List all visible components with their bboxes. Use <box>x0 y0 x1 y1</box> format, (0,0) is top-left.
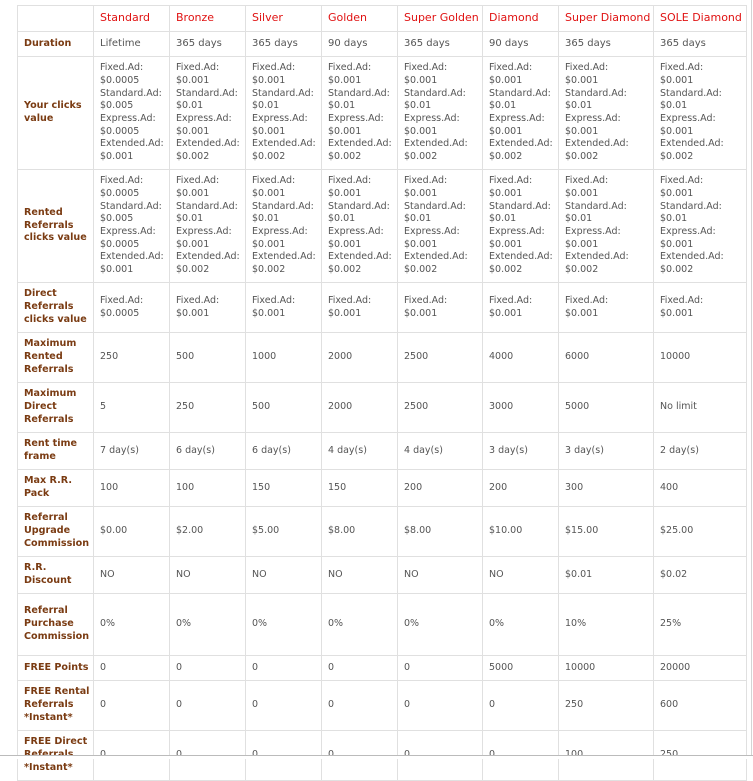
row-label-your-clicks-value: Your clicks value <box>18 57 94 170</box>
row-free-points <box>18 656 747 681</box>
cell-direct-referrals-clicks-value-sole-diamond: Fixed.Ad: $0.001 <box>654 283 747 333</box>
plan-header-diamond: Diamond <box>483 6 559 32</box>
cell-max-rr-pack-super-diamond: 300 <box>559 470 654 507</box>
cell-rent-time-frame-golden: 4 day(s) <box>322 433 398 470</box>
row-label-rent-time-frame: Rent time frame <box>18 433 94 470</box>
cell-referral-upgrade-commission-super-golden: $8.00 <box>398 507 483 557</box>
cell-referral-purchase-commission-sole-diamond: 25% <box>654 594 747 656</box>
cell-duration-standard: Lifetime <box>94 32 170 57</box>
cell-rr-discount-standard: NO <box>94 557 170 594</box>
cell-max-rr-pack-golden: 150 <box>322 470 398 507</box>
row-rented-referrals-clicks-value <box>18 170 747 283</box>
row-label-referral-upgrade-commission: Referral Upgrade Commission <box>18 507 94 557</box>
cell-free-rental-referrals-standard: 0 <box>94 681 170 731</box>
cell-max-rr-pack-standard: 100 <box>94 470 170 507</box>
header-corner-cell <box>18 6 94 32</box>
row-rr-discount <box>18 557 747 594</box>
row-label-rr-discount: R.R. Discount <box>18 557 94 594</box>
cell-referral-purchase-commission-silver: 0% <box>246 594 322 656</box>
cell-referral-upgrade-commission-sole-diamond: $25.00 <box>654 507 747 557</box>
cell-free-rental-referrals-silver: 0 <box>246 681 322 731</box>
plan-header-super-diamond: Super Diamond <box>559 6 654 32</box>
cell-maximum-direct-referrals-sole-diamond: No limit <box>654 383 747 433</box>
row-label-max-rr-pack: Max R.R. Pack <box>18 470 94 507</box>
cell-max-rr-pack-sole-diamond: 400 <box>654 470 747 507</box>
cell-duration-silver: 365 days <box>246 32 322 57</box>
cell-max-rr-pack-diamond: 200 <box>483 470 559 507</box>
row-label-referral-purchase-commission: Referral Purchase Commission <box>18 594 94 656</box>
cell-rented-referrals-clicks-value-standard: Fixed.Ad: $0.0005 Standard.Ad: $0.005 Express.Ad: $0.0005 Extended.Ad: $0.001 <box>94 170 170 283</box>
cell-maximum-rented-referrals-silver: 1000 <box>246 333 322 383</box>
plan-header-super-golden: Super Golden <box>398 6 483 32</box>
cell-maximum-direct-referrals-standard: 5 <box>94 383 170 433</box>
cell-rr-discount-bronze: NO <box>170 557 246 594</box>
cell-rented-referrals-clicks-value-silver: Fixed.Ad: $0.001 Standard.Ad: $0.01 Express.Ad: $0.001 Extended.Ad: $0.002 <box>246 170 322 283</box>
cell-rr-discount-diamond: NO <box>483 557 559 594</box>
cell-rented-referrals-clicks-value-golden: Fixed.Ad: $0.001 Standard.Ad: $0.01 Express.Ad: $0.001 Extended.Ad: $0.002 <box>322 170 398 283</box>
cell-rented-referrals-clicks-value-super-diamond: Fixed.Ad: $0.001 Standard.Ad: $0.01 Express.Ad: $0.001 Extended.Ad: $0.002 <box>559 170 654 283</box>
cell-your-clicks-value-sole-diamond: Fixed.Ad: $0.001 Standard.Ad: $0.01 Express.Ad: $0.001 Extended.Ad: $0.002 <box>654 57 747 170</box>
cell-rented-referrals-clicks-value-bronze: Fixed.Ad: $0.001 Standard.Ad: $0.01 Express.Ad: $0.001 Extended.Ad: $0.002 <box>170 170 246 283</box>
row-duration <box>18 32 747 57</box>
cell-free-points-bronze: 0 <box>170 656 246 681</box>
plan-header-golden: Golden <box>322 6 398 32</box>
cell-rent-time-frame-super-golden: 4 day(s) <box>398 433 483 470</box>
cell-referral-upgrade-commission-super-diamond: $15.00 <box>559 507 654 557</box>
cell-duration-super-golden: 365 days <box>398 32 483 57</box>
cell-direct-referrals-clicks-value-bronze: Fixed.Ad: $0.001 <box>170 283 246 333</box>
cell-duration-golden: 90 days <box>322 32 398 57</box>
cell-max-rr-pack-super-golden: 200 <box>398 470 483 507</box>
row-referral-upgrade-commission <box>18 507 747 557</box>
row-direct-referrals-clicks-value <box>18 283 747 333</box>
cell-your-clicks-value-standard: Fixed.Ad: $0.0005 Standard.Ad: $0.005 Express.Ad: $0.0005 Extended.Ad: $0.001 <box>94 57 170 170</box>
row-label-maximum-rented-referrals: Maximum Rented Referrals <box>18 333 94 383</box>
cell-free-points-super-diamond: 10000 <box>559 656 654 681</box>
row-label-free-points: FREE Points <box>18 656 94 681</box>
cell-free-points-golden: 0 <box>322 656 398 681</box>
plan-header-standard: Standard <box>94 6 170 32</box>
cell-maximum-rented-referrals-diamond: 4000 <box>483 333 559 383</box>
cell-rented-referrals-clicks-value-sole-diamond: Fixed.Ad: $0.001 Standard.Ad: $0.01 Express.Ad: $0.001 Extended.Ad: $0.002 <box>654 170 747 283</box>
cell-rr-discount-silver: NO <box>246 557 322 594</box>
cell-direct-referrals-clicks-value-silver: Fixed.Ad: $0.001 <box>246 283 322 333</box>
row-max-rr-pack <box>18 470 747 507</box>
row-label-free-rental-referrals: FREE Rental Referrals *Instant* <box>18 681 94 731</box>
cell-referral-upgrade-commission-golden: $8.00 <box>322 507 398 557</box>
cell-free-points-super-golden: 0 <box>398 656 483 681</box>
cell-maximum-direct-referrals-bronze: 250 <box>170 383 246 433</box>
cell-free-rental-referrals-sole-diamond: 600 <box>654 681 747 731</box>
cell-rent-time-frame-sole-diamond: 2 day(s) <box>654 433 747 470</box>
membership-comparison-table <box>17 5 747 781</box>
cell-direct-referrals-clicks-value-diamond: Fixed.Ad: $0.001 <box>483 283 559 333</box>
row-label-maximum-direct-referrals: Maximum Direct Referrals <box>18 383 94 433</box>
cell-duration-sole-diamond: 365 days <box>654 32 747 57</box>
cell-maximum-rented-referrals-super-diamond: 6000 <box>559 333 654 383</box>
cell-rent-time-frame-super-diamond: 3 day(s) <box>559 433 654 470</box>
row-maximum-direct-referrals <box>18 383 747 433</box>
cell-free-rental-referrals-super-diamond: 250 <box>559 681 654 731</box>
row-free-rental-referrals <box>18 681 747 731</box>
cell-referral-purchase-commission-golden: 0% <box>322 594 398 656</box>
cell-free-points-sole-diamond: 20000 <box>654 656 747 681</box>
cell-referral-upgrade-commission-diamond: $10.00 <box>483 507 559 557</box>
cell-free-rental-referrals-golden: 0 <box>322 681 398 731</box>
cell-direct-referrals-clicks-value-golden: Fixed.Ad: $0.001 <box>322 283 398 333</box>
cell-maximum-rented-referrals-standard: 250 <box>94 333 170 383</box>
cell-rr-discount-super-diamond: $0.01 <box>559 557 654 594</box>
row-label-free-direct-referrals: FREE Direct *Instant* <box>18 731 94 781</box>
cell-maximum-direct-referrals-silver: 500 <box>246 383 322 433</box>
cell-referral-purchase-commission-super-golden: 0% <box>398 594 483 656</box>
cell-rent-time-frame-bronze: 6 day(s) <box>170 433 246 470</box>
plan-header-row <box>18 6 747 32</box>
cell-maximum-direct-referrals-super-golden: 2500 <box>398 383 483 433</box>
cell-your-clicks-value-super-diamond: Fixed.Ad: $0.001 Standard.Ad: $0.01 Express.Ad: $0.001 Extended.Ad: $0.002 <box>559 57 654 170</box>
row-label-rented-referrals-clicks-value: Rented Referrals clicks value <box>18 170 94 283</box>
cell-maximum-rented-referrals-sole-diamond: 10000 <box>654 333 747 383</box>
cell-direct-referrals-clicks-value-super-diamond: Fixed.Ad: $0.001 <box>559 283 654 333</box>
cell-duration-super-diamond: 365 days <box>559 32 654 57</box>
cell-maximum-rented-referrals-bronze: 500 <box>170 333 246 383</box>
cell-referral-purchase-commission-bronze: 0% <box>170 594 246 656</box>
cell-rent-time-frame-diamond: 3 day(s) <box>483 433 559 470</box>
cell-maximum-rented-referrals-super-golden: 2500 <box>398 333 483 383</box>
plan-header-silver: Silver <box>246 6 322 32</box>
cell-rent-time-frame-standard: 7 day(s) <box>94 433 170 470</box>
cell-your-clicks-value-diamond: Fixed.Ad: $0.001 Standard.Ad: $0.01 Express.Ad: $0.001 Extended.Ad: $0.002 <box>483 57 559 170</box>
cell-duration-diamond: 90 days <box>483 32 559 57</box>
row-label-direct-referrals-clicks-value: Direct Referrals clicks value <box>18 283 94 333</box>
cell-max-rr-pack-silver: 150 <box>246 470 322 507</box>
cell-direct-referrals-clicks-value-standard: Fixed.Ad: $0.0005 <box>94 283 170 333</box>
cell-direct-referrals-clicks-value-super-golden: Fixed.Ad: $0.001 <box>398 283 483 333</box>
cell-referral-purchase-commission-standard: 0% <box>94 594 170 656</box>
cell-free-rental-referrals-super-golden: 0 <box>398 681 483 731</box>
cell-referral-purchase-commission-super-diamond: 10% <box>559 594 654 656</box>
cell-maximum-direct-referrals-super-diamond: 5000 <box>559 383 654 433</box>
cell-rented-referrals-clicks-value-diamond: Fixed.Ad: $0.001 Standard.Ad: $0.01 Express.Ad: $0.001 Extended.Ad: $0.002 <box>483 170 559 283</box>
cell-your-clicks-value-super-golden: Fixed.Ad: $0.001 Standard.Ad: $0.01 Express.Ad: $0.001 Extended.Ad: $0.002 <box>398 57 483 170</box>
cell-free-points-diamond: 5000 <box>483 656 559 681</box>
cell-rr-discount-golden: NO <box>322 557 398 594</box>
row-your-clicks-value <box>18 57 747 170</box>
cell-rent-time-frame-silver: 6 day(s) <box>246 433 322 470</box>
cell-your-clicks-value-silver: Fixed.Ad: $0.001 Standard.Ad: $0.01 Express.Ad: $0.001 Extended.Ad: $0.002 <box>246 57 322 170</box>
plan-header-bronze: Bronze <box>170 6 246 32</box>
cell-referral-purchase-commission-diamond: 0% <box>483 594 559 656</box>
cell-your-clicks-value-golden: Fixed.Ad: $0.001 Standard.Ad: $0.01 Express.Ad: $0.001 Extended.Ad: $0.002 <box>322 57 398 170</box>
cell-duration-bronze: 365 days <box>170 32 246 57</box>
cell-maximum-direct-referrals-golden: 2000 <box>322 383 398 433</box>
cell-free-points-silver: 0 <box>246 656 322 681</box>
cell-maximum-rented-referrals-golden: 2000 <box>322 333 398 383</box>
bottom-scroll-edge <box>0 755 753 759</box>
cell-max-rr-pack-bronze: 100 <box>170 470 246 507</box>
cell-maximum-direct-referrals-diamond: 3000 <box>483 383 559 433</box>
cell-referral-upgrade-commission-silver: $5.00 <box>246 507 322 557</box>
cell-free-points-standard: 0 <box>94 656 170 681</box>
cell-rented-referrals-clicks-value-super-golden: Fixed.Ad: $0.001 Standard.Ad: $0.01 Express.Ad: $0.001 Extended.Ad: $0.002 <box>398 170 483 283</box>
cell-referral-upgrade-commission-standard: $0.00 <box>94 507 170 557</box>
cell-free-rental-referrals-bronze: 0 <box>170 681 246 731</box>
cell-rr-discount-super-golden: NO <box>398 557 483 594</box>
cell-rr-discount-sole-diamond: $0.02 <box>654 557 747 594</box>
plan-header-sole-diamond: SOLE Diamond <box>654 6 747 32</box>
row-referral-purchase-commission <box>18 594 747 656</box>
row-label-duration: Duration <box>18 32 94 57</box>
cell-free-rental-referrals-diamond: 0 <box>483 681 559 731</box>
row-maximum-rented-referrals <box>18 333 747 383</box>
cell-referral-upgrade-commission-bronze: $2.00 <box>170 507 246 557</box>
cell-your-clicks-value-bronze: Fixed.Ad: $0.001 Standard.Ad: $0.01 Express.Ad: $0.001 Extended.Ad: $0.002 <box>170 57 246 170</box>
row-rent-time-frame <box>18 433 747 470</box>
